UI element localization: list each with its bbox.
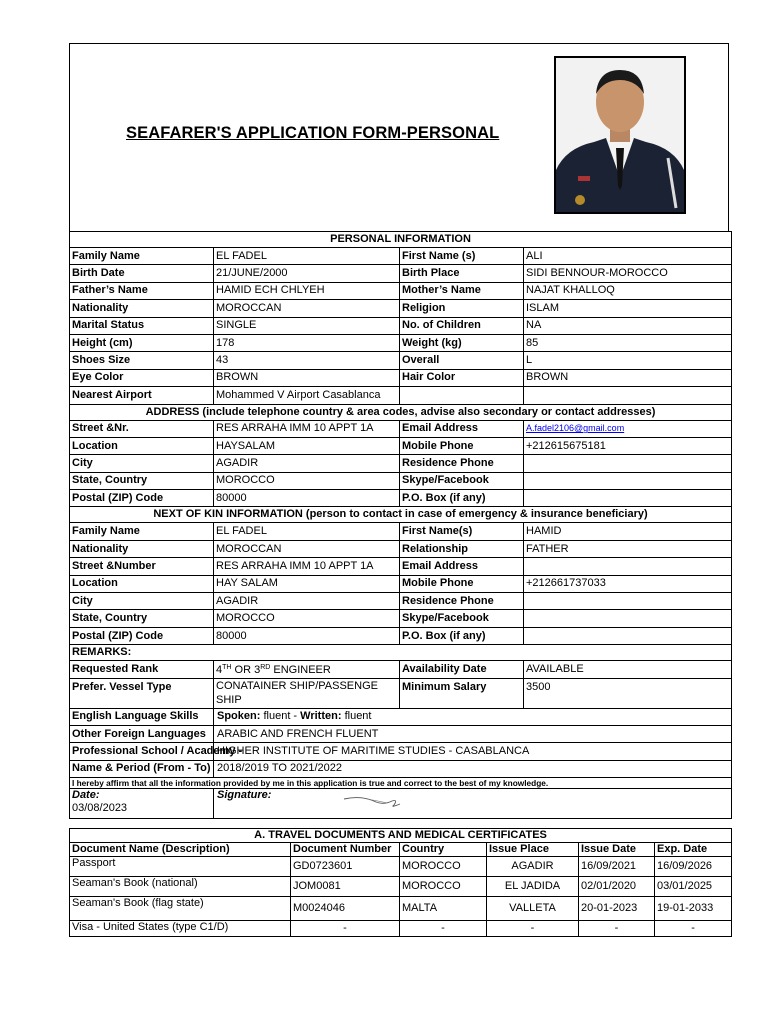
field-label: Residence Phone: [400, 593, 524, 610]
english-skills-value: [214, 708, 732, 725]
document-field: 20-01-2023: [579, 897, 655, 921]
form-row: [70, 725, 732, 742]
field-label: Height (cm): [70, 334, 214, 351]
field-label: Postal (ZIP) Code: [70, 490, 214, 507]
field-value: MOROCCAN: [214, 300, 400, 317]
field-value: RES ARRAHA IMM 10 APPT 1A: [214, 558, 400, 575]
field-label: Nationality: [70, 300, 214, 317]
field-label: P.O. Box (if any): [400, 490, 524, 507]
form-row: [70, 760, 732, 777]
section-header: ADDRESS (include telephone country & area codes, advise also secondary or contact addresses): [70, 404, 732, 420]
field-label: Residence Phone: [400, 455, 524, 472]
form-row: [70, 437, 732, 454]
field-label: Relationship: [400, 540, 524, 557]
date-cell: [70, 789, 214, 819]
document-field: -: [400, 921, 487, 937]
document-field: -: [579, 921, 655, 937]
field-label: Nationality: [70, 540, 214, 557]
field-value: 178: [214, 334, 400, 351]
form-row: [70, 472, 732, 489]
form-row: [70, 610, 732, 627]
travel-documents-table: [69, 828, 732, 937]
form-row: [70, 540, 732, 557]
field-label: Name & Period (From - To): [70, 760, 214, 777]
field-label: Other Foreign Languages: [70, 725, 214, 742]
document-field: 16/09/2026: [655, 857, 732, 877]
document-field: MOROCCO: [400, 877, 487, 897]
docs-header-row: [70, 829, 732, 843]
field-value: 21/JUNE/2000: [214, 265, 400, 282]
field-value: [524, 593, 732, 610]
document-field: 16/09/2021: [579, 857, 655, 877]
personal-info-table: [69, 231, 732, 819]
form-row: [70, 420, 732, 437]
field-value: [524, 627, 732, 644]
field-value: HIGHER INSTITUTE OF MARITIME STUDIES - CASABLANCA: [214, 743, 732, 760]
field-value: 80000: [214, 627, 400, 644]
form-row: [70, 575, 732, 592]
field-value: [524, 558, 732, 575]
document-field: -: [291, 921, 400, 937]
field-value: HAMID: [524, 523, 732, 540]
spoken-label: Spoken:: [217, 710, 261, 723]
table-row: [70, 897, 732, 921]
section-header: A. TRAVEL DOCUMENTS AND MEDICAL CERTIFICATES: [70, 829, 732, 843]
field-label: English Language Skills: [70, 708, 214, 725]
rank-sup: TH: [222, 664, 232, 672]
written-value: fluent: [341, 710, 372, 723]
field-value: HAMID ECH CHLYEH: [214, 282, 400, 299]
rank-text: ENGINEER: [270, 664, 331, 677]
field-label: Nearest Airport: [70, 387, 214, 404]
field-value: NAJAT KHALLOQ: [524, 282, 732, 299]
field-label: State, Country: [70, 472, 214, 489]
field-value: [524, 490, 732, 507]
remarks-label: REMARKS:: [70, 645, 732, 661]
form-row: [70, 300, 732, 317]
field-label: Family Name: [70, 248, 214, 265]
rank-text: OR 3: [231, 664, 261, 677]
form-row: [70, 282, 732, 299]
field-value: Mohammed V Airport Casablanca: [214, 387, 400, 404]
field-label: Postal (ZIP) Code: [70, 627, 214, 644]
section-header: NEXT OF KIN INFORMATION (person to contact in case of emergency & insurance beneficiary): [70, 507, 732, 523]
field-label: Father’s Name: [70, 282, 214, 299]
field-label: Street &Number: [70, 558, 214, 575]
form-row: [70, 661, 732, 678]
table-row: [70, 877, 732, 897]
field-value: 2018/2019 TO 2021/2022: [214, 760, 732, 777]
field-label: Eye Color: [70, 369, 214, 386]
spoken-value: fluent -: [260, 710, 301, 723]
field-label: First Name(s): [400, 523, 524, 540]
form-row: [70, 743, 732, 760]
document-field: JOM0081: [291, 877, 400, 897]
document-field: 02/01/2020: [579, 877, 655, 897]
field-value: EL FADEL: [214, 523, 400, 540]
column-header: Issue Date: [579, 843, 655, 857]
field-value: SINGLE: [214, 317, 400, 334]
form-row: [70, 334, 732, 351]
affirmation-text: I hereby affirm that all the information provided by me in this application is true and correct to the best of my knowledge.: [70, 778, 732, 789]
rank-sup: RD: [260, 664, 271, 672]
form-row: [70, 232, 732, 248]
field-value: 85: [524, 334, 732, 351]
table-row: [70, 921, 732, 937]
rank-text: 4: [216, 664, 223, 677]
document-field: -: [487, 921, 579, 937]
form-row: [70, 387, 732, 404]
section-header: PERSONAL INFORMATION: [70, 232, 732, 248]
field-label: Location: [70, 437, 214, 454]
field-label: Location: [70, 575, 214, 592]
column-header: Document Name (Description): [70, 843, 291, 857]
document-field: M0024046: [291, 897, 400, 921]
form-row: [70, 352, 732, 369]
field-label: Religion: [400, 300, 524, 317]
field-value: ISLAM: [524, 300, 732, 317]
field-value: NA: [524, 317, 732, 334]
field-value: MOROCCAN: [214, 540, 400, 557]
field-label: Overall: [400, 352, 524, 369]
field-value: BROWN: [214, 369, 400, 386]
field-label: City: [70, 455, 214, 472]
document-field: AGADIR: [487, 857, 579, 877]
field-value: L: [524, 352, 732, 369]
field-label: Email Address: [400, 558, 524, 575]
field-value: AGADIR: [214, 593, 400, 610]
field-value: HAY SALAM: [214, 575, 400, 592]
field-label: Mobile Phone: [400, 575, 524, 592]
field-label: State, Country: [70, 610, 214, 627]
field-value: ALI: [524, 248, 732, 265]
email-value: [524, 420, 732, 437]
table-row: [70, 857, 732, 877]
document-name: Seaman's Book (flag state): [70, 897, 291, 921]
form-row: [70, 317, 732, 334]
field-label: Availability Date: [400, 661, 524, 678]
document-field: 19-01-2033: [655, 897, 732, 921]
portrait-image: [556, 58, 684, 212]
signature-label: Signature:: [217, 789, 272, 802]
form-row: [70, 248, 732, 265]
form-row: [70, 778, 732, 789]
written-label: Written:: [300, 710, 342, 723]
field-label: No. of Children: [400, 317, 524, 334]
form-row: [70, 627, 732, 644]
field-label: Hair Color: [400, 369, 524, 386]
form-row: [70, 404, 732, 420]
field-value: RES ARRAHA IMM 10 APPT 1A: [214, 420, 400, 437]
docs-columns-row: [70, 843, 732, 857]
form-row: [70, 678, 732, 708]
field-label: Minimum Salary: [400, 678, 524, 708]
field-label: Family Name: [70, 523, 214, 540]
field-value: [524, 610, 732, 627]
document-field: VALLETA: [487, 897, 579, 921]
document-name: Seaman's Book (national): [70, 877, 291, 897]
field-label: Email Address: [400, 420, 524, 437]
field-label: [400, 387, 524, 404]
field-value: AGADIR: [214, 455, 400, 472]
document-name: Visa - United States (type C1/D): [70, 921, 291, 937]
applicant-photo: [554, 56, 686, 214]
form-row: [70, 523, 732, 540]
form-row: [70, 645, 732, 661]
field-value: BROWN: [524, 369, 732, 386]
field-value: +212661737033: [524, 575, 732, 592]
field-label: Skype/Facebook: [400, 472, 524, 489]
date-value: 03/08/2023: [72, 802, 128, 815]
column-header: Exp. Date: [655, 843, 732, 857]
document-field: EL JADIDA: [487, 877, 579, 897]
field-label: Street &Nr.: [70, 420, 214, 437]
field-value: +212615675181: [524, 437, 732, 454]
date-label: Date:: [72, 789, 100, 802]
form-row: [70, 507, 732, 523]
field-value: MOROCCO: [214, 610, 400, 627]
signature-cell: [214, 789, 732, 819]
field-label: Skype/Facebook: [400, 610, 524, 627]
field-value: [524, 455, 732, 472]
requested-rank-value: [214, 661, 400, 678]
field-label: Mother’s Name: [400, 282, 524, 299]
email-link[interactable]: A.fadel2106@gmail.com: [526, 423, 625, 434]
field-value: MOROCCO: [214, 472, 400, 489]
field-value: [524, 387, 732, 404]
field-value: 43: [214, 352, 400, 369]
field-label: Birth Place: [400, 265, 524, 282]
field-label: Mobile Phone: [400, 437, 524, 454]
field-value: [524, 472, 732, 489]
field-label: P.O. Box (if any): [400, 627, 524, 644]
field-label: City: [70, 593, 214, 610]
field-value: FATHER: [524, 540, 732, 557]
document-field: 03/01/2025: [655, 877, 732, 897]
form-row: [70, 369, 732, 386]
field-value: ARABIC AND FRENCH FLUENT: [214, 725, 732, 742]
field-value: 3500: [524, 678, 732, 708]
field-label: Shoes Size: [70, 352, 214, 369]
form-row: [70, 265, 732, 282]
field-value: 80000: [214, 490, 400, 507]
field-value: EL FADEL: [214, 248, 400, 265]
field-label: Prefer. Vessel Type: [70, 678, 214, 708]
field-label: Requested Rank: [70, 661, 214, 678]
document-field: -: [655, 921, 732, 937]
form-row: [70, 593, 732, 610]
document-field: MOROCCO: [400, 857, 487, 877]
document-field: MALTA: [400, 897, 487, 921]
field-label: Marital Status: [70, 317, 214, 334]
form-row: [70, 558, 732, 575]
signature-scribble: [342, 793, 412, 811]
field-label: Birth Date: [70, 265, 214, 282]
field-label: First Name (s): [400, 248, 524, 265]
column-header: Country: [400, 843, 487, 857]
document-field: GD0723601: [291, 857, 400, 877]
form-row: [70, 708, 732, 725]
field-value: HAYSALAM: [214, 437, 400, 454]
form-row: [70, 455, 732, 472]
field-label: Weight (kg): [400, 334, 524, 351]
column-header: Document Number: [291, 843, 400, 857]
vessel-type-value: CONATAINER SHIP/PASSENGE SHIP: [214, 678, 400, 708]
form-title: SEAFARER'S APPLICATION FORM-PERSONAL: [126, 124, 500, 142]
field-label: Professional School / Academy -: [70, 743, 214, 760]
form-row: [70, 490, 732, 507]
document-name: Passport: [70, 857, 291, 877]
column-header: Issue Place: [487, 843, 579, 857]
field-value: SIDI BENNOUR-MOROCCO: [524, 265, 732, 282]
field-value: AVAILABLE: [524, 661, 732, 678]
